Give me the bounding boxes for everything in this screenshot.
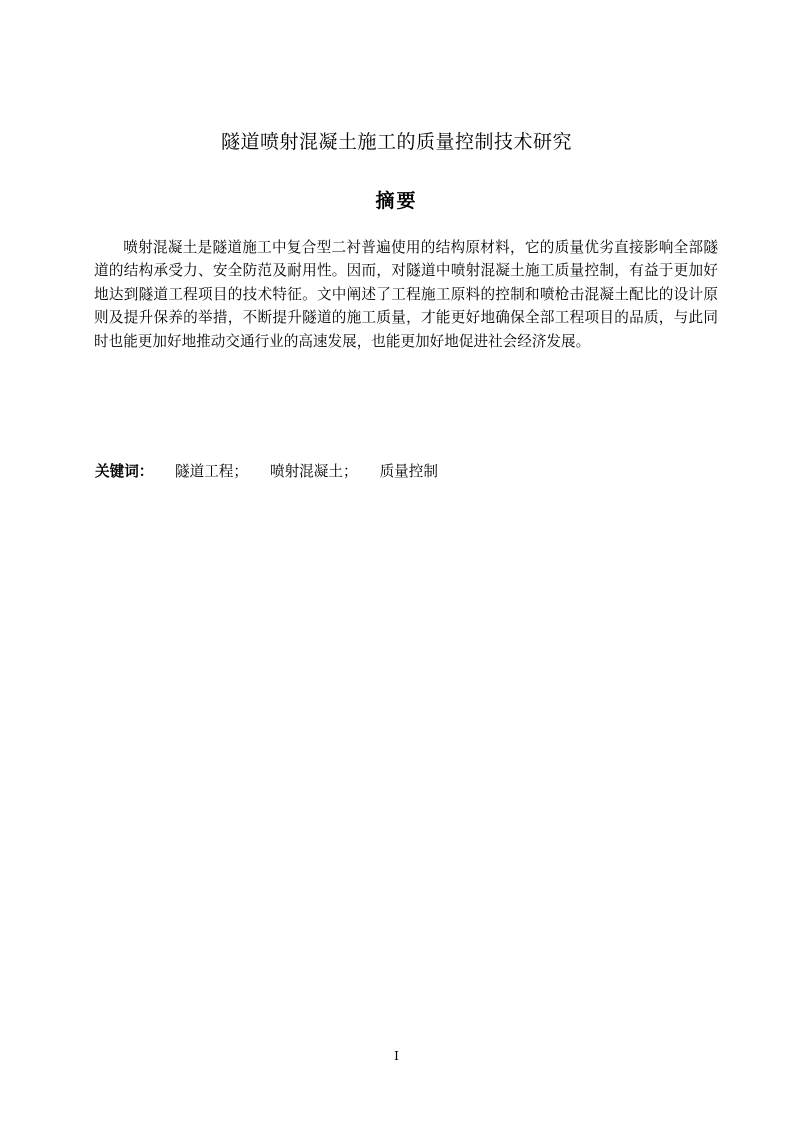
keywords-label: 关键词： — [95, 463, 154, 480]
page-title: 隧道喷射混凝土施工的质量控制技术研究 — [220, 131, 572, 153]
keyword-item: 隧道工程； — [175, 463, 248, 480]
keyword-item: 喷射混凝土； — [269, 463, 358, 480]
keywords-line — [95, 460, 438, 484]
abstract-body: 喷射混凝土是隧道施工中复合型二衬普遍使用的结构原材料，它的质量优劣直接影响全部隧道的结构承受力、安全防范及耐用性。因而，对隧道中喷射混凝土施工质量控制，有益于更加好地达到隧道工程项目的技术特征。文中阐述了工程施工原料的控制和喷枪击混凝土配比的设计原则及提升保养的举措，不断提升隧道的施工质量，才能更好地确保全部工程项目的品质，与此同时也能更加好地推动交通行业的高速发展，也能更加好地促进社会经济发展。 — [94, 239, 718, 350]
keyword-item: 质量控制 — [379, 463, 438, 480]
abstract-heading: 摘要 — [375, 190, 418, 212]
page-number: I — [394, 1049, 399, 1063]
